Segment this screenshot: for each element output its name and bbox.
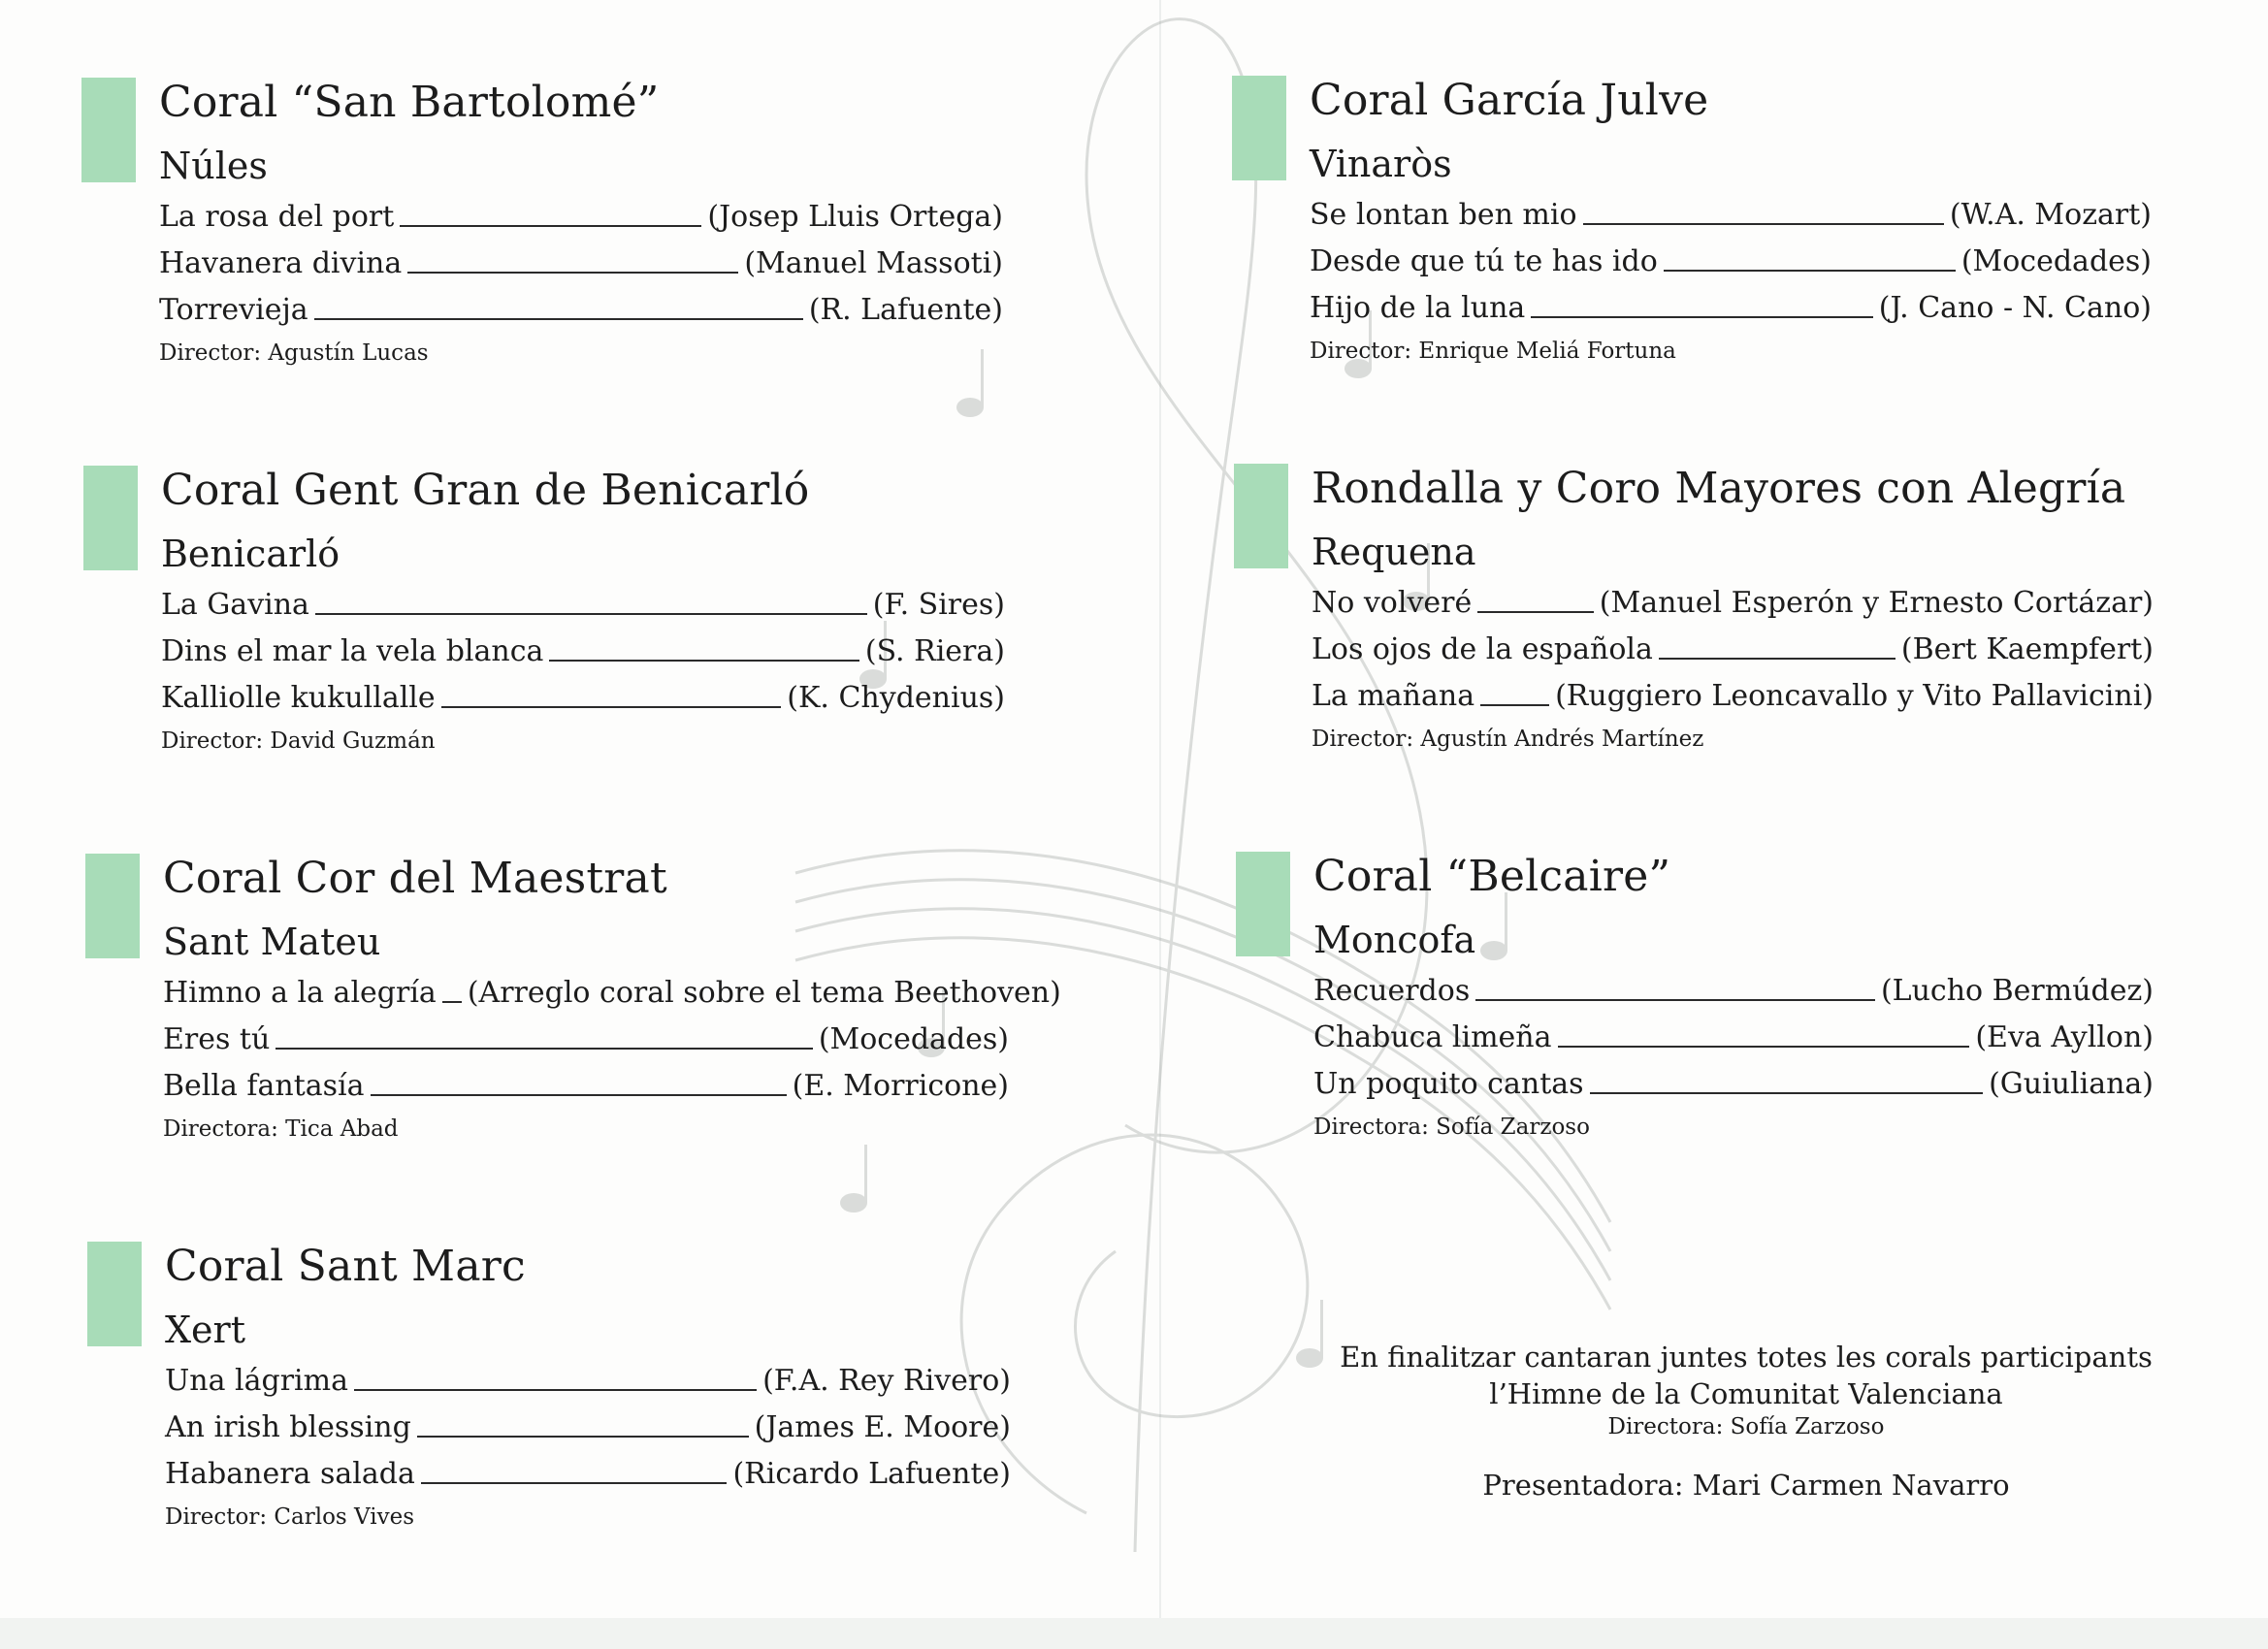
town-name: Moncofa	[1313, 919, 1476, 961]
song-title: Una lágrima	[165, 1364, 348, 1398]
song-title: Chabuca limeña	[1313, 1020, 1552, 1054]
director: Directora: Sofía Zarzoso	[1313, 1115, 1590, 1140]
song-composer: (W.A. Mozart)	[1949, 198, 2152, 232]
song-composer: (Ruggiero Leoncavallo y Vito Pallavicini)	[1555, 679, 2154, 713]
song-composer: (Lucho Bermúdez)	[1880, 974, 2154, 1008]
song-title: Bella fantasía	[163, 1069, 365, 1103]
director: Director: Agustín Lucas	[159, 340, 429, 366]
song-title: Se lontan ben mio	[1310, 198, 1577, 232]
song-title: Recuerdos	[1313, 974, 1471, 1008]
director: Director: David Guzmán	[161, 728, 436, 754]
accent-bar	[1232, 76, 1286, 180]
song-row	[165, 1364, 1011, 1399]
song-row	[163, 1069, 1009, 1104]
song-composer: (Mocedades)	[1960, 244, 2152, 278]
song-composer: (James E. Moore)	[754, 1410, 1011, 1444]
leader-line	[417, 1436, 749, 1438]
leader-line	[1664, 270, 1956, 272]
town-name: Benicarló	[161, 533, 340, 575]
song-title: No volveré	[1312, 586, 1473, 620]
group-title: Coral García Julve	[1310, 76, 1709, 125]
song-composer: (R. Lafuente)	[808, 293, 1003, 327]
song-row	[161, 588, 1005, 623]
song-title: Un poquito cantas	[1313, 1067, 1584, 1101]
town-name: Núles	[159, 145, 268, 187]
leader-line	[442, 1001, 462, 1003]
town-name: Vinaròs	[1310, 143, 1452, 185]
song-row	[1313, 1067, 2154, 1102]
song-row	[1313, 974, 2154, 1009]
song-title: An irish blessing	[165, 1410, 411, 1444]
song-composer: (Bert Kaempfert)	[1900, 632, 2154, 666]
leader-line	[1480, 704, 1549, 706]
closing-director: Directora: Sofía Zarzoso	[1607, 1414, 1885, 1439]
song-row	[1312, 586, 2154, 621]
leader-line	[1558, 1046, 1970, 1048]
accent-bar	[1236, 852, 1290, 956]
song-composer: (Arreglo coral sobre el tema Beethoven)	[467, 976, 1061, 1010]
song-title: Dins el mar la vela blanca	[161, 634, 544, 668]
leader-line	[407, 272, 738, 274]
song-row	[1310, 198, 2152, 233]
group-title: Rondalla y Coro Mayores con Alegría	[1312, 464, 2126, 513]
song-title: La Gavina	[161, 588, 309, 622]
song-title: La rosa del port	[159, 200, 395, 234]
song-composer: (Josep Lluis Ortega)	[707, 200, 1003, 234]
song-row	[163, 976, 1061, 1011]
town-name: Xert	[165, 1309, 245, 1351]
leader-line	[371, 1094, 787, 1096]
song-composer: (Mocedades)	[818, 1022, 1009, 1056]
song-title: Los ojos de la española	[1312, 632, 1653, 666]
scan-bottom-strip	[0, 1618, 2268, 1649]
song-title: La mañana	[1312, 679, 1475, 713]
song-row	[1312, 632, 2154, 667]
song-row	[159, 200, 1003, 235]
song-composer: (Manuel Massoti)	[744, 246, 1003, 280]
leader-line	[1531, 316, 1872, 318]
song-row	[1310, 291, 2152, 326]
leader-line	[421, 1482, 728, 1484]
song-row	[1313, 1020, 2154, 1055]
song-composer: (J. Cano - N. Cano)	[1878, 291, 2152, 325]
song-row	[159, 293, 1003, 328]
closing-line-1: En finalitzar cantaran juntes totes les corals participants	[1340, 1341, 2153, 1374]
leader-line	[354, 1389, 757, 1391]
song-row	[165, 1457, 1011, 1492]
song-row	[161, 681, 1005, 716]
group-title: Coral “San Bartolomé”	[159, 78, 660, 127]
song-title: Kalliolle kukullalle	[161, 681, 436, 715]
song-title: Habanera salada	[165, 1457, 415, 1491]
song-composer: (K. Chydenius)	[787, 681, 1005, 715]
song-composer: (E. Morricone)	[792, 1069, 1009, 1103]
song-title: Hijo de la luna	[1310, 291, 1526, 325]
song-title: Torrevieja	[159, 293, 308, 327]
accent-bar	[1234, 464, 1288, 568]
song-composer: (Manuel Esperón y Ernesto Cortázar)	[1599, 586, 2154, 620]
leader-line	[1475, 999, 1875, 1001]
song-title: Havanera divina	[159, 246, 403, 280]
closing-note	[1319, 1339, 2173, 1504]
leader-line	[549, 660, 859, 662]
song-row	[159, 246, 1003, 281]
town-name: Sant Mateu	[163, 921, 381, 963]
leader-line	[314, 318, 803, 320]
leader-line	[275, 1048, 813, 1050]
group-title: Coral Gent Gran de Benicarló	[161, 466, 810, 515]
leader-line	[1477, 611, 1594, 613]
group-title: Coral “Belcaire”	[1313, 852, 1671, 901]
town-name: Requena	[1312, 531, 1476, 573]
leader-line	[1659, 658, 1895, 660]
song-row	[1310, 244, 2152, 279]
song-composer: (Eva Ayllon)	[1975, 1020, 2154, 1054]
director: Director: Agustín Andrés Martínez	[1312, 727, 1704, 752]
song-row	[165, 1410, 1011, 1445]
accent-bar	[81, 78, 136, 182]
song-composer: (Guiuliana)	[1989, 1067, 2154, 1101]
song-composer: (S. Riera)	[864, 634, 1005, 668]
leader-line	[1583, 223, 1944, 225]
presenter: Presentadora: Mari Carmen Navarro	[1482, 1469, 2010, 1502]
song-title: Desde que tú te has ido	[1310, 244, 1658, 278]
song-row	[161, 634, 1005, 669]
song-row	[1312, 679, 2154, 714]
leader-line	[1590, 1092, 1984, 1094]
song-row	[163, 1022, 1009, 1057]
closing-line-2: l’Himne de la Comunitat Valenciana	[1489, 1377, 2003, 1410]
leader-line	[400, 225, 701, 227]
group-title: Coral Sant Marc	[165, 1242, 526, 1291]
accent-bar	[83, 466, 138, 570]
song-title: Eres tú	[163, 1022, 271, 1056]
song-composer: (Ricardo Lafuente)	[732, 1457, 1011, 1491]
song-title: Himno a la alegría	[163, 976, 437, 1010]
leader-line	[315, 613, 867, 615]
director: Directora: Tica Abad	[163, 1116, 399, 1142]
director: Director: Carlos Vives	[165, 1504, 415, 1530]
director: Director: Enrique Meliá Fortuna	[1310, 339, 1676, 364]
group-title: Coral Cor del Maestrat	[163, 854, 667, 903]
song-composer: (F. Sires)	[872, 588, 1005, 622]
leader-line	[441, 706, 782, 708]
accent-bar	[87, 1242, 142, 1346]
accent-bar	[85, 854, 140, 958]
song-composer: (F.A. Rey Rivero)	[762, 1364, 1011, 1398]
